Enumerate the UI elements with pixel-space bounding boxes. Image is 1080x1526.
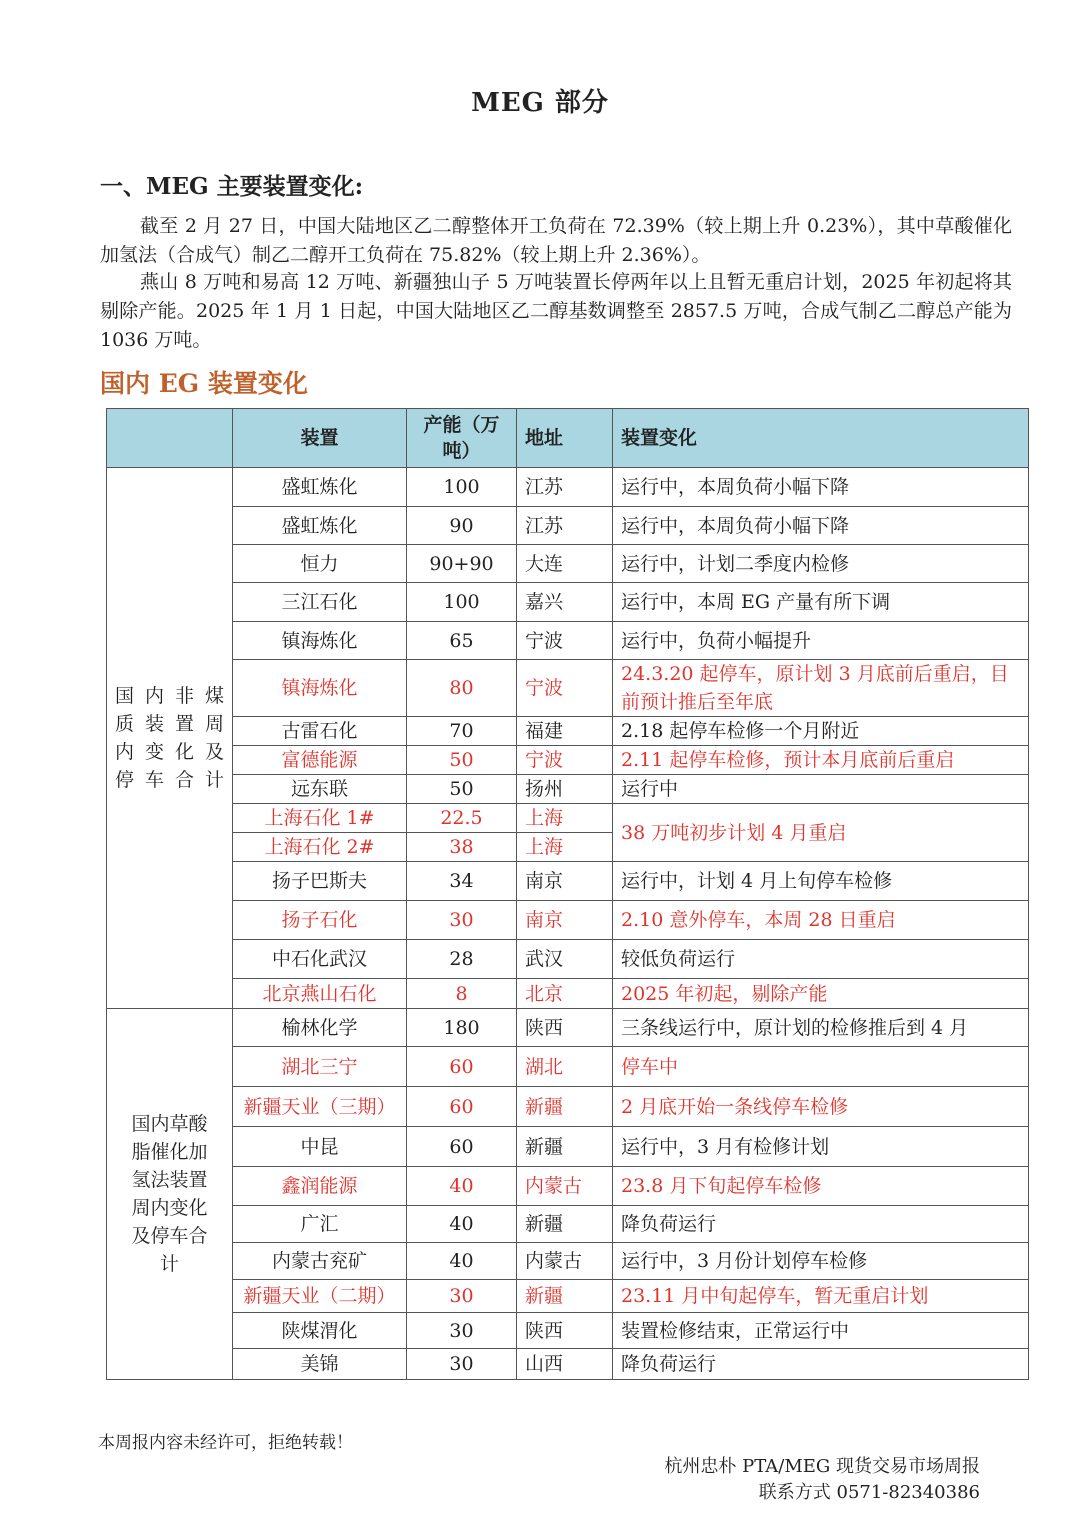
summary-paragraph: 截至 2 月 27 日，中国大陆地区乙二醇整体开工负荷在 72.39%（较上期上升 0.23%），其中草酸催化加氢法（合成气）制乙二醇开工负荷在 75.82%（较上期上升 2.36%）。 bbox=[100, 215, 1012, 266]
plant-location: 湖北 bbox=[517, 1047, 613, 1087]
header-plant: 装置 bbox=[233, 409, 407, 468]
plant-name: 北京燕山石化 bbox=[233, 979, 407, 1009]
plant-name: 鑫润能源 bbox=[233, 1167, 407, 1206]
section-heading: 一、MEG 主要装置变化: bbox=[100, 173, 364, 200]
contact-info: 联系方式 0571-82340386 bbox=[758, 1482, 980, 1503]
plant-change: 2.10 意外停车，本周 28 日重启 bbox=[613, 901, 1029, 940]
eg-plant-table bbox=[106, 408, 1029, 1380]
plant-change: 运行中，3 月份计划停车检修 bbox=[613, 1243, 1029, 1280]
plant-capacity: 90+90 bbox=[407, 545, 517, 583]
plant-capacity: 30 bbox=[407, 1280, 517, 1313]
table-row bbox=[107, 979, 1029, 1009]
plant-change: 运行中，本周负荷小幅下降 bbox=[613, 507, 1029, 545]
plant-capacity: 34 bbox=[407, 862, 517, 901]
plant-name: 古雷石化 bbox=[233, 717, 407, 746]
plant-capacity: 100 bbox=[407, 583, 517, 622]
plant-name: 远东联 bbox=[233, 775, 407, 804]
plant-location: 新疆 bbox=[517, 1206, 613, 1243]
plant-name: 盛虹炼化 bbox=[233, 468, 407, 507]
plant-name: 广汇 bbox=[233, 1206, 407, 1243]
plant-capacity: 40 bbox=[407, 1206, 517, 1243]
plant-change: 2.18 起停车检修一个月附近 bbox=[613, 717, 1029, 746]
plant-capacity: 80 bbox=[407, 660, 517, 717]
plant-location: 福建 bbox=[517, 717, 613, 746]
plant-change: 运行中，计划二季度内检修 bbox=[613, 545, 1029, 583]
table-row bbox=[107, 507, 1029, 545]
plant-location: 内蒙古 bbox=[517, 1167, 613, 1206]
plant-name: 上海石化 2# bbox=[233, 833, 407, 862]
plant-location: 新疆 bbox=[517, 1280, 613, 1313]
plant-location: 陕西 bbox=[517, 1009, 613, 1047]
plant-capacity: 50 bbox=[407, 746, 517, 775]
plant-capacity: 70 bbox=[407, 717, 517, 746]
table-row bbox=[107, 1349, 1029, 1380]
plant-location: 北京 bbox=[517, 979, 613, 1009]
table-row bbox=[107, 775, 1029, 804]
table-row bbox=[107, 468, 1029, 507]
table-row bbox=[107, 862, 1029, 901]
group-label-oxalate: 国内草酸 脂催化加 氢法装置 周内变化 及停车合 计 bbox=[107, 1009, 233, 1380]
plant-capacity: 60 bbox=[407, 1087, 517, 1127]
plant-change: 运行中，计划 4 月上旬停车检修 bbox=[613, 862, 1029, 901]
plant-change: 运行中，负荷小幅提升 bbox=[613, 622, 1029, 660]
plant-capacity: 60 bbox=[407, 1047, 517, 1087]
table-row bbox=[107, 1167, 1029, 1206]
plant-change: 装置检修结束，正常运行中 bbox=[613, 1313, 1029, 1349]
plant-capacity: 100 bbox=[407, 468, 517, 507]
plant-capacity: 38 bbox=[407, 833, 517, 862]
plant-location: 宁波 bbox=[517, 660, 613, 717]
report-name: 杭州忠朴 PTA/MEG 现货交易市场周报 bbox=[664, 1456, 980, 1477]
plant-change: 23.11 月中旬起停车，暂无重启计划 bbox=[613, 1280, 1029, 1313]
plant-name: 三江石化 bbox=[233, 583, 407, 622]
plant-capacity: 90 bbox=[407, 507, 517, 545]
plant-name: 中石化武汉 bbox=[233, 940, 407, 979]
table-row bbox=[107, 1047, 1029, 1087]
table-title: 国内 EG 装置变化 bbox=[100, 369, 308, 398]
plant-location: 南京 bbox=[517, 901, 613, 940]
table-row bbox=[107, 1206, 1029, 1243]
group-label-non-coal: 国 内 非 煤 质 装 置 周 内 变 化 及 停车合计 bbox=[107, 468, 233, 1009]
plant-change: 三条线运行中，原计划的检修推后到 4 月 bbox=[613, 1009, 1029, 1047]
plant-name: 镇海炼化 bbox=[233, 660, 407, 717]
plant-location: 内蒙古 bbox=[517, 1243, 613, 1280]
header-change: 装置变化 bbox=[613, 409, 1029, 468]
plant-change: 2 月底开始一条线停车检修 bbox=[613, 1087, 1029, 1127]
table-row bbox=[107, 660, 1029, 717]
table-row bbox=[107, 1087, 1029, 1127]
table-row bbox=[107, 804, 1029, 833]
plant-capacity: 40 bbox=[407, 1167, 517, 1206]
plant-location: 宁波 bbox=[517, 746, 613, 775]
table-row bbox=[107, 1243, 1029, 1280]
plant-capacity: 65 bbox=[407, 622, 517, 660]
plant-name: 扬子巴斯夫 bbox=[233, 862, 407, 901]
plant-change: 停车中 bbox=[613, 1047, 1029, 1087]
table-row bbox=[107, 901, 1029, 940]
table-row bbox=[107, 940, 1029, 979]
table-row bbox=[107, 583, 1029, 622]
plant-name: 盛虹炼化 bbox=[233, 507, 407, 545]
capacity-note-paragraph: 燕山 8 万吨和易高 12 万吨、新疆独山子 5 万吨装置长停两年以上且暂无重启计划，2025 年初起将其剔除产能。2025 年 1 月 1 日起，中国大陆地区乙二醇基数调整至 2857.5 万吨，合成气制乙二醇总产能为 1036 万吨。 bbox=[100, 271, 1012, 351]
plant-name: 内蒙古兖矿 bbox=[233, 1243, 407, 1280]
plant-change: 24.3.20 起停车，原计划 3 月底前后重启，目前预计推后至年底 bbox=[613, 660, 1029, 717]
plant-location: 嘉兴 bbox=[517, 583, 613, 622]
plant-name: 新疆天业（三期） bbox=[233, 1087, 407, 1127]
plant-capacity: 30 bbox=[407, 1349, 517, 1380]
plant-change: 较低负荷运行 bbox=[613, 940, 1029, 979]
plant-location: 新疆 bbox=[517, 1087, 613, 1127]
plant-change: 降负荷运行 bbox=[613, 1206, 1029, 1243]
plant-change: 运行中 bbox=[613, 775, 1029, 804]
plant-name: 湖北三宁 bbox=[233, 1047, 407, 1087]
plant-capacity: 180 bbox=[407, 1009, 517, 1047]
plant-capacity: 8 bbox=[407, 979, 517, 1009]
plant-name: 恒力 bbox=[233, 545, 407, 583]
plant-name: 美锦 bbox=[233, 1349, 407, 1380]
plant-capacity: 50 bbox=[407, 775, 517, 804]
plant-name: 富德能源 bbox=[233, 746, 407, 775]
plant-capacity: 40 bbox=[407, 1243, 517, 1280]
plant-change: 运行中，本周 EG 产量有所下调 bbox=[613, 583, 1029, 622]
plant-location: 新疆 bbox=[517, 1127, 613, 1167]
plant-name: 榆林化学 bbox=[233, 1009, 407, 1047]
page-title: MEG 部分 bbox=[471, 88, 609, 118]
plant-location: 大连 bbox=[517, 545, 613, 583]
plant-capacity: 30 bbox=[407, 901, 517, 940]
plant-location: 上海 bbox=[517, 833, 613, 862]
plant-name: 上海石化 1# bbox=[233, 804, 407, 833]
table-row bbox=[107, 746, 1029, 775]
plant-location: 武汉 bbox=[517, 940, 613, 979]
table-row bbox=[107, 1009, 1029, 1047]
plant-change: 2.11 起停车检修，预计本月底前后重启 bbox=[613, 746, 1029, 775]
plant-location: 上海 bbox=[517, 804, 613, 833]
plant-name: 陕煤渭化 bbox=[233, 1313, 407, 1349]
table-row bbox=[107, 717, 1029, 746]
plant-change: 运行中，3 月有检修计划 bbox=[613, 1127, 1029, 1167]
plant-name: 镇海炼化 bbox=[233, 622, 407, 660]
plant-location: 南京 bbox=[517, 862, 613, 901]
plant-name: 扬子石化 bbox=[233, 901, 407, 940]
table-row bbox=[107, 545, 1029, 583]
plant-location: 扬州 bbox=[517, 775, 613, 804]
plant-change: 运行中，本周负荷小幅下降 bbox=[613, 468, 1029, 507]
table-header-row bbox=[107, 409, 1029, 468]
plant-change: 38 万吨初步计划 4 月重启 bbox=[613, 804, 1029, 862]
header-capacity: 产能（万吨） bbox=[407, 409, 517, 468]
table-row bbox=[107, 1313, 1029, 1349]
header-blank bbox=[107, 409, 233, 468]
header-location: 地址 bbox=[517, 409, 613, 468]
plant-capacity: 60 bbox=[407, 1127, 517, 1167]
plant-name: 新疆天业（二期） bbox=[233, 1280, 407, 1313]
plant-location: 陕西 bbox=[517, 1313, 613, 1349]
plant-name: 中昆 bbox=[233, 1127, 407, 1167]
plant-capacity: 28 bbox=[407, 940, 517, 979]
plant-location: 江苏 bbox=[517, 507, 613, 545]
table-row bbox=[107, 622, 1029, 660]
plant-location: 宁波 bbox=[517, 622, 613, 660]
plant-location: 江苏 bbox=[517, 468, 613, 507]
plant-change: 降负荷运行 bbox=[613, 1349, 1029, 1380]
copyright-disclaimer: 本周报内容未经许可，拒绝转载！ bbox=[98, 1433, 353, 1453]
plant-change: 2025 年初起，剔除产能 bbox=[613, 979, 1029, 1009]
plant-location: 山西 bbox=[517, 1349, 613, 1380]
table-row bbox=[107, 1127, 1029, 1167]
plant-capacity: 30 bbox=[407, 1313, 517, 1349]
plant-change: 23.8 月下旬起停车检修 bbox=[613, 1167, 1029, 1206]
plant-capacity: 22.5 bbox=[407, 804, 517, 833]
table-row bbox=[107, 1280, 1029, 1313]
